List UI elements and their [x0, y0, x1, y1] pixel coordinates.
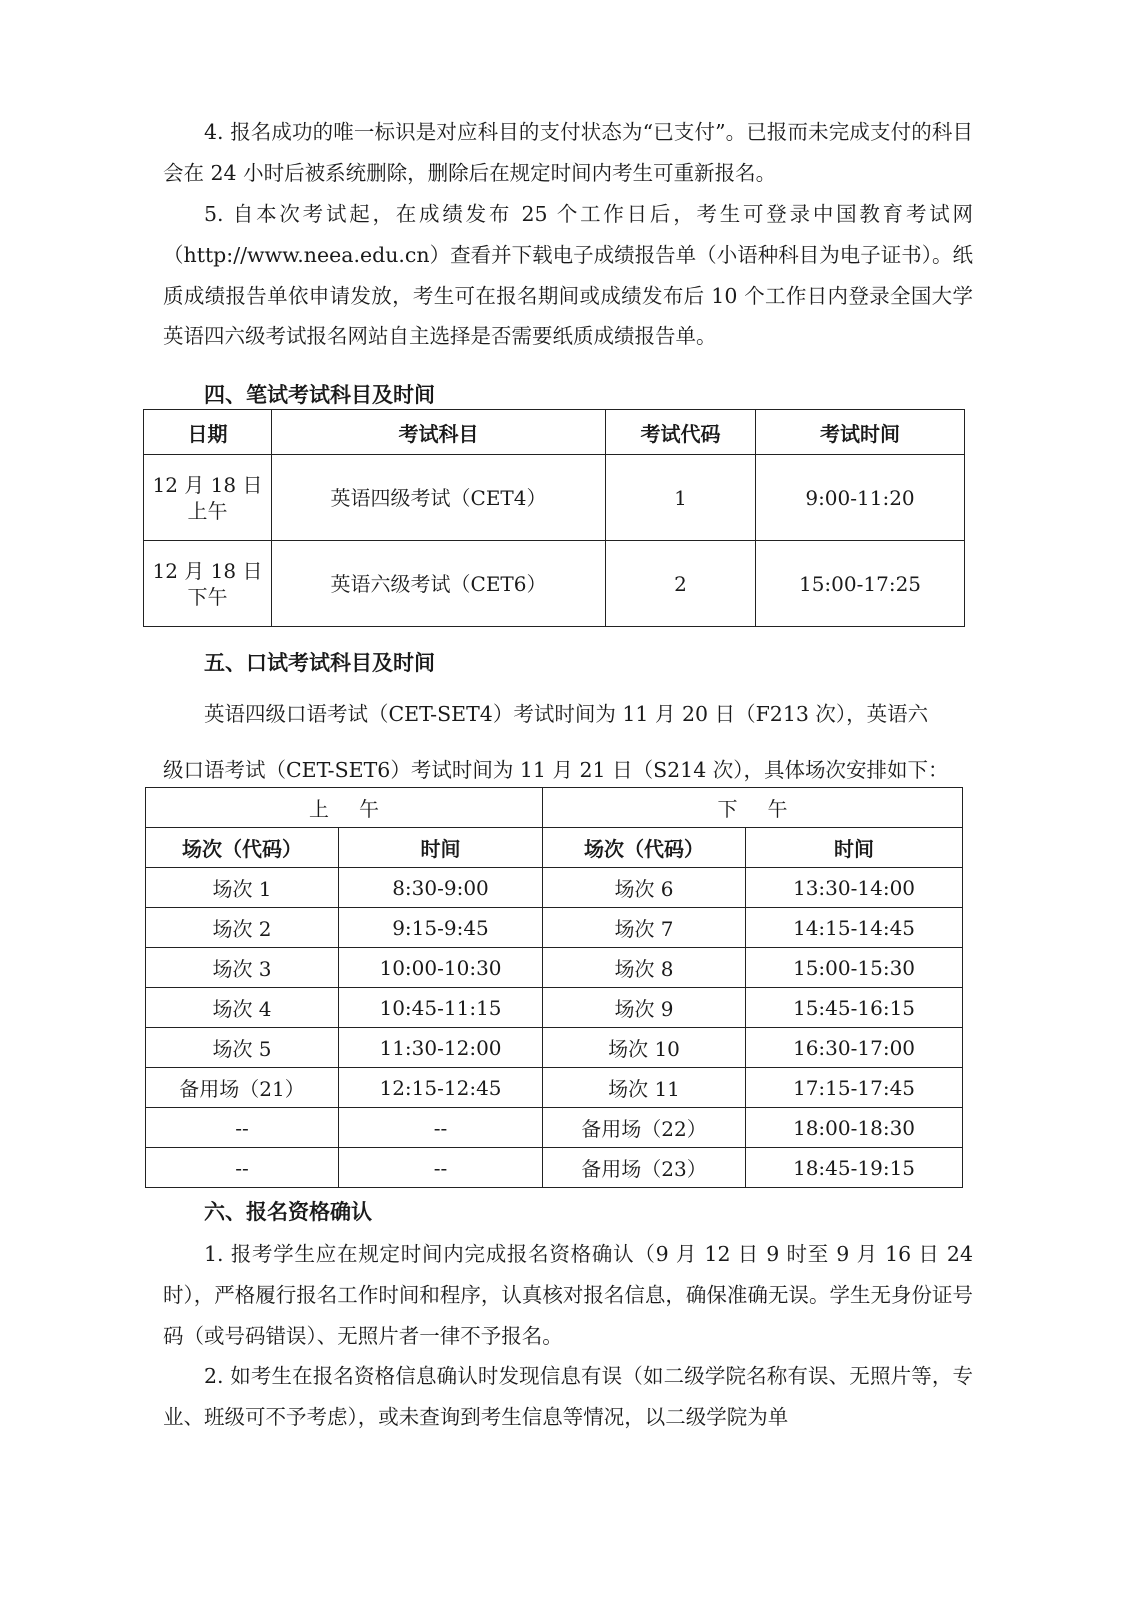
pm-header: 下午: [543, 788, 963, 828]
table-row: [146, 948, 963, 988]
table-header-row: [144, 410, 965, 455]
date-line: 12 月 18 日: [152, 558, 263, 583]
section4-heading: 四、笔试考试科目及时间: [204, 383, 435, 407]
am-time-cell: 9:15-9:45: [339, 908, 543, 948]
section5-heading: 五、口试考试科目及时间: [204, 651, 435, 675]
header-date: 日期: [144, 410, 272, 455]
oral-exam-table: [145, 787, 963, 1188]
pm-session-cell: 备用场（23）: [543, 1148, 746, 1188]
am-time-cell: 10:45-11:15: [339, 988, 543, 1028]
pm-time-header: 时间: [746, 828, 963, 868]
date-line: 12 月 18 日: [152, 472, 263, 497]
table-row: [146, 1108, 963, 1148]
table-row: [146, 1068, 963, 1108]
am-header: 上午: [146, 788, 543, 828]
pm-time-cell: 13:30-14:00: [746, 868, 963, 908]
am-session-cell: --: [146, 1148, 339, 1188]
table-row: [146, 1028, 963, 1068]
time-cell: 15:00-17:25: [756, 541, 965, 627]
pm-time-cell: 18:45-19:15: [746, 1148, 963, 1188]
header-subject: 考试科目: [272, 410, 606, 455]
written-exam-table: [143, 409, 965, 627]
pm-session-cell: 场次 11: [543, 1068, 746, 1108]
table-row: [144, 541, 965, 627]
period-line: 上午: [187, 498, 228, 523]
header-code: 考试代码: [606, 410, 756, 455]
paragraph-score-report: 5. 自本次考试起，在成绩发布 25 个工作日后，考生可登录中国教育考试网（http://www.neea.edu.cn）查看并下载电子成绩报告单（小语种科目为电子证书）。纸质成绩报告单依申请发放，考生可在报名期间或成绩发布后 10 个工作日内登录全国大学英语四六级考试报名网站自主选择是否需要纸质成绩报告单。: [163, 202, 973, 349]
time-cell: 9:00-11:20: [756, 455, 965, 541]
pm-session-cell: 场次 6: [543, 868, 746, 908]
am-time-cell: 8:30-9:00: [339, 868, 543, 908]
am-session-cell: 场次 2: [146, 908, 339, 948]
table-row: [146, 988, 963, 1028]
paragraph-payment-status: 4. 报名成功的唯一标识是对应科目的支付状态为“已支付”。已报而未完成支付的科目会在 24 小时后被系统删除，删除后在规定时间内考生可重新报名。: [163, 120, 973, 185]
pm-time-cell: 14:15-14:45: [746, 908, 963, 948]
table-row: [146, 908, 963, 948]
table-row: [144, 455, 965, 541]
code-cell: 2: [606, 541, 756, 627]
pm-session-cell: 场次 8: [543, 948, 746, 988]
pm-time-cell: 15:45-16:15: [746, 988, 963, 1028]
pm-session-cell: 场次 10: [543, 1028, 746, 1068]
period-header-row: [146, 788, 963, 828]
date-cell: [144, 541, 272, 627]
am-session-cell: 场次 5: [146, 1028, 339, 1068]
pm-session-cell: 场次 9: [543, 988, 746, 1028]
section6-heading: 六、报名资格确认: [204, 1200, 372, 1224]
pm-session-header: 场次（代码）: [543, 828, 746, 868]
subject-cell: 英语四级考试（CET4）: [272, 455, 606, 541]
pm-session-cell: 场次 7: [543, 908, 746, 948]
am-time-cell: 12:15-12:45: [339, 1068, 543, 1108]
oral-intro-line2: 级口语考试（CET-SET6）考试时间为 11 月 21 日（S214 次），具体场次安排如下：: [163, 758, 949, 782]
pm-session-cell: 备用场（22）: [543, 1108, 746, 1148]
am-session-cell: 备用场（21）: [146, 1068, 339, 1108]
am-time-header: 时间: [339, 828, 543, 868]
paragraph-qualification: 1. 报考学生应在规定时间内完成报名资格确认（9 月 12 日 9 时至 9 月 16 日 24 时），严格履行报名工作时间和程序，认真核对报名信息，确保准确无误。学生无身份证号码（或号码错误）、无照片者一律不予报名。: [163, 1242, 973, 1348]
date-cell: [144, 455, 272, 541]
pm-time-cell: 17:15-17:45: [746, 1068, 963, 1108]
pm-time-cell: 18:00-18:30: [746, 1108, 963, 1148]
header-time: 考试时间: [756, 410, 965, 455]
am-time-cell: 11:30-12:00: [339, 1028, 543, 1068]
am-time-cell: --: [339, 1108, 543, 1148]
code-cell: 1: [606, 455, 756, 541]
am-session-cell: 场次 1: [146, 868, 339, 908]
am-session-header: 场次（代码）: [146, 828, 339, 868]
am-session-cell: 场次 4: [146, 988, 339, 1028]
am-session-cell: 场次 3: [146, 948, 339, 988]
am-time-cell: 10:00-10:30: [339, 948, 543, 988]
oral-rows: [146, 868, 963, 1188]
table-row: [146, 868, 963, 908]
column-header-row: [146, 828, 963, 868]
period-line: 下午: [187, 584, 228, 609]
table-row: [146, 1148, 963, 1188]
pm-time-cell: 15:00-15:30: [746, 948, 963, 988]
am-time-cell: --: [339, 1148, 543, 1188]
subject-cell: 英语六级考试（CET6）: [272, 541, 606, 627]
pm-time-cell: 16:30-17:00: [746, 1028, 963, 1068]
oral-intro-line1: 英语四级口语考试（CET-SET4）考试时间为 11 月 20 日（F213 次），英语六: [204, 702, 929, 726]
paragraph-info-error: 2. 如考生在报名资格信息确认时发现信息有误（如二级学院名称有误、无照片等，专业、班级可不予考虑），或未查询到考生信息等情况，以二级学院为单: [163, 1364, 973, 1429]
am-session-cell: --: [146, 1108, 339, 1148]
